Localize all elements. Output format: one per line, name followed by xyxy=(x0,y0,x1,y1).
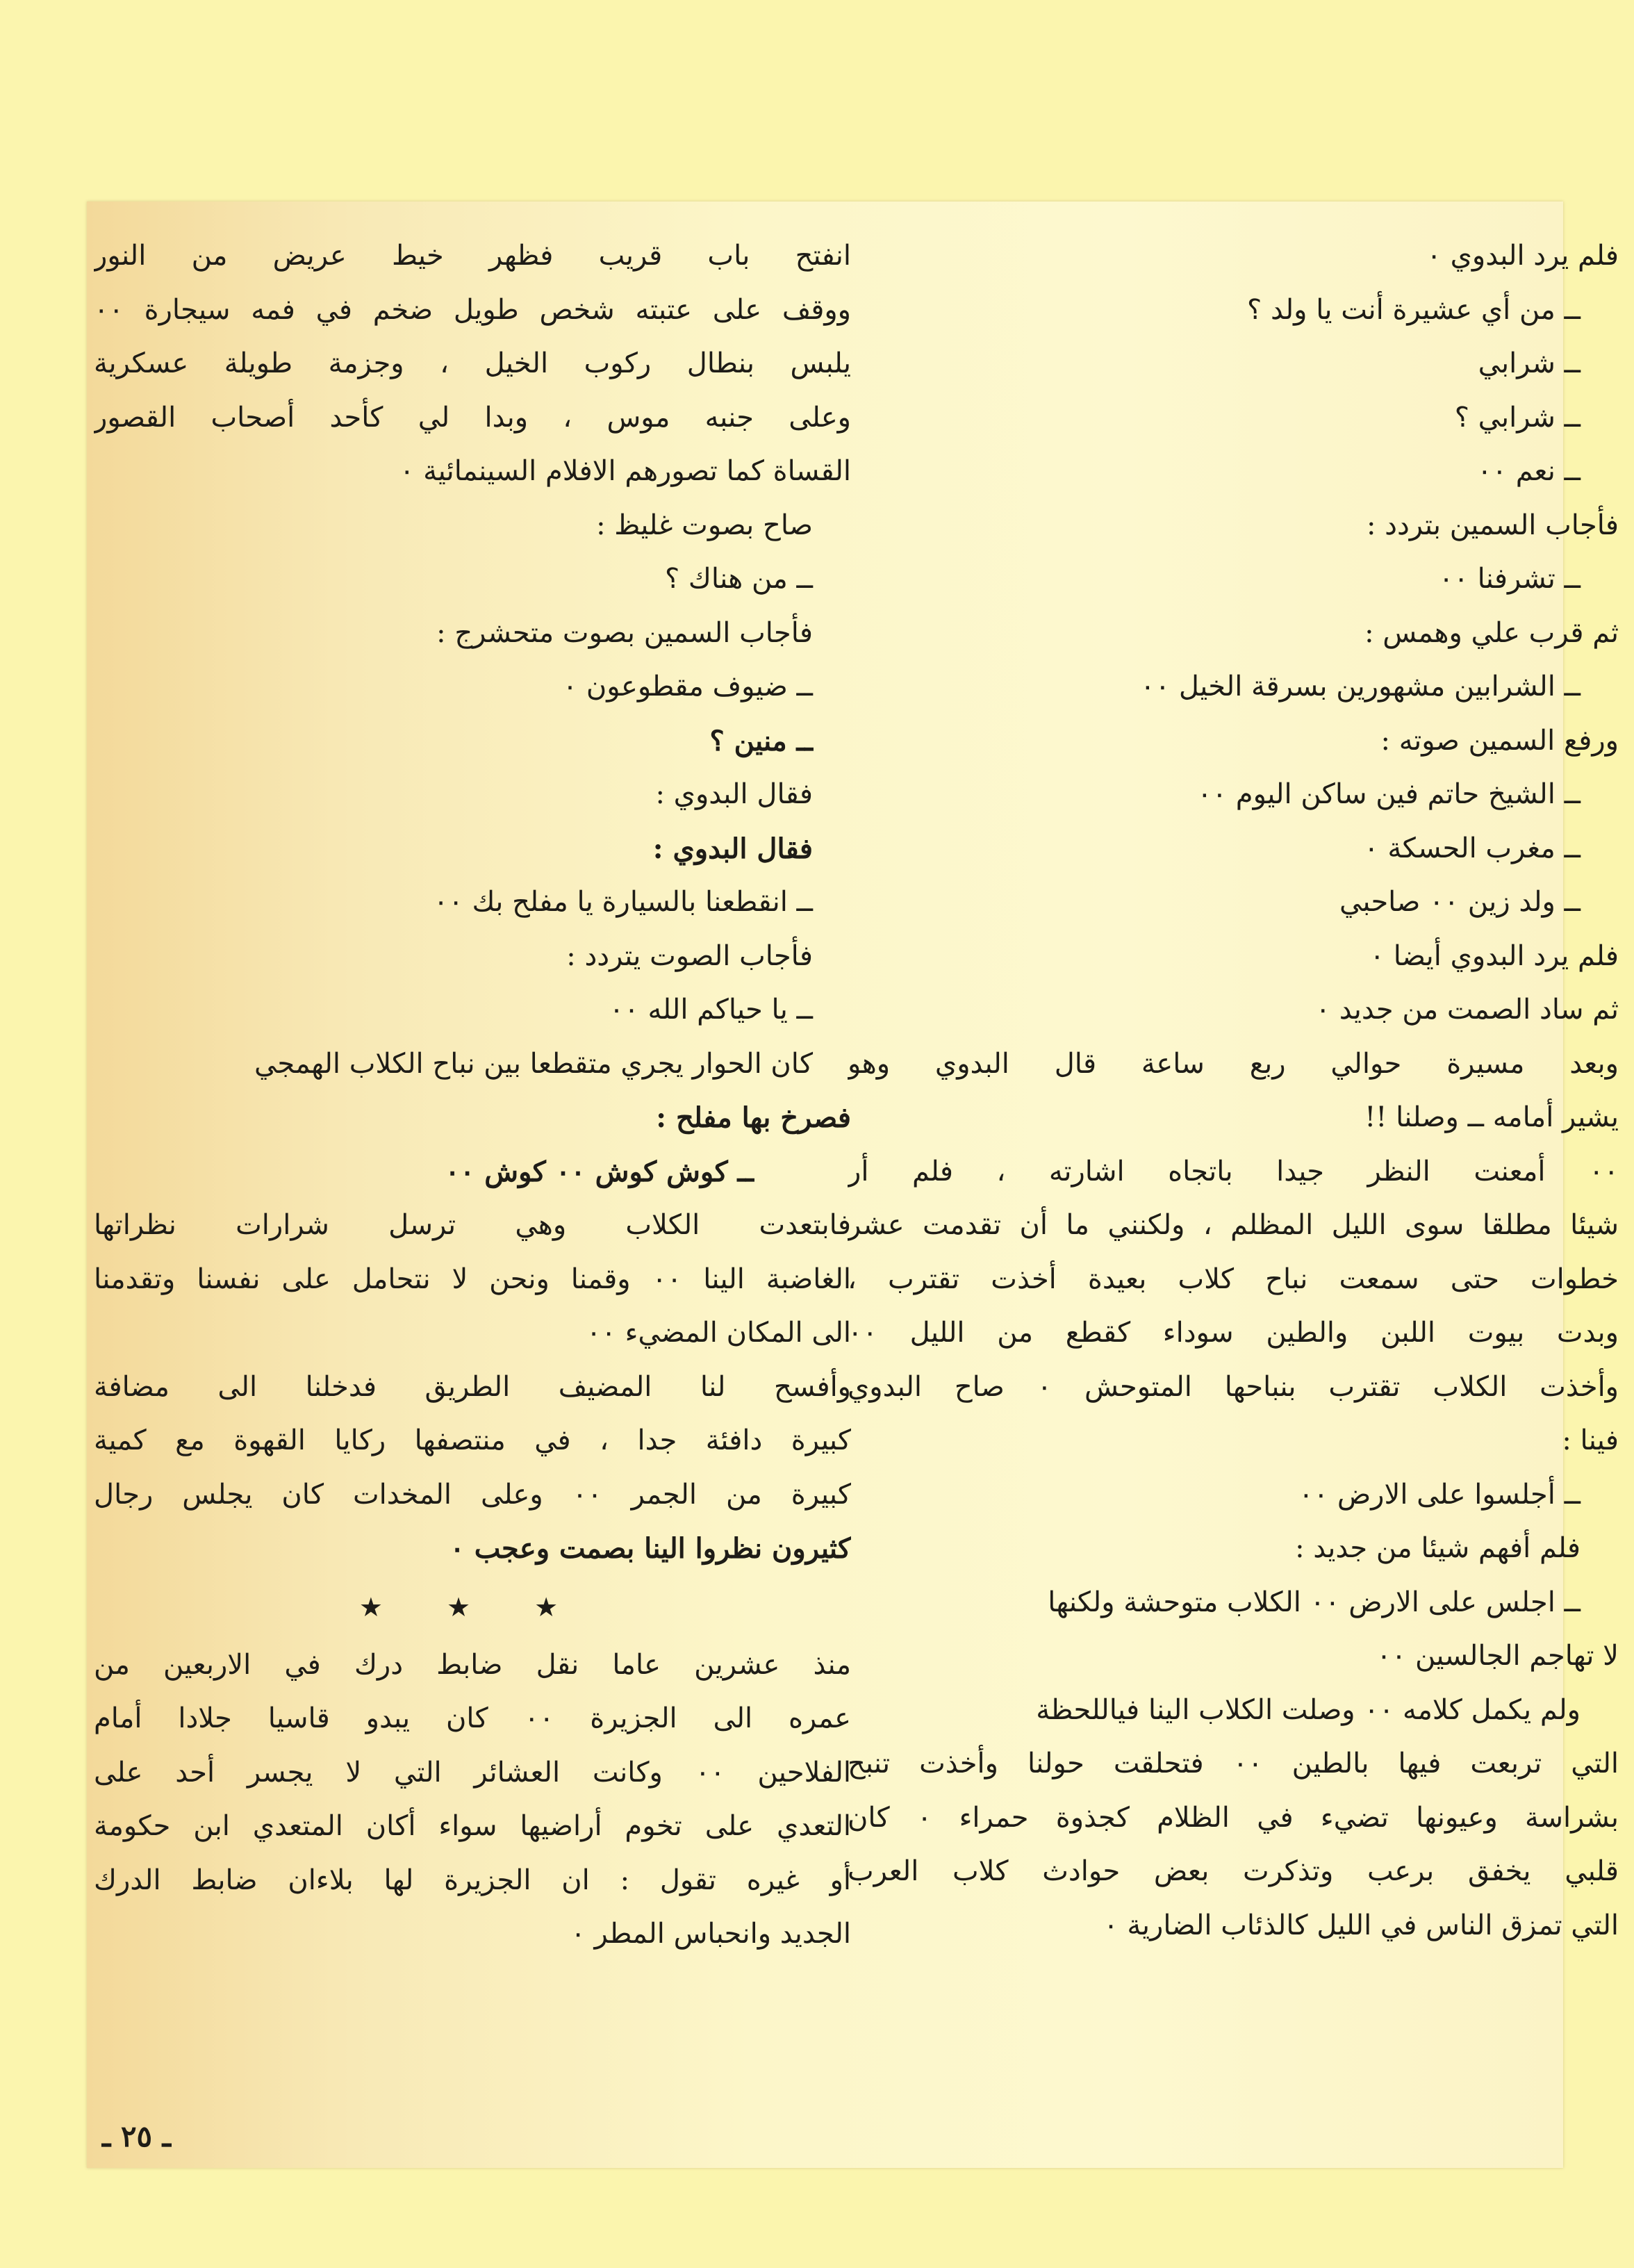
text-line: ــ كوش كوش ٠٠ كوش ٠٠ xyxy=(445,1155,754,1188)
text-line: كبيرة دافئة جدا ، في منتصفها ركايا القهوة مع كمية xyxy=(94,1424,851,1456)
page-number: ـ ٢٥ ـ xyxy=(102,2119,171,2153)
text-line: ــ يا حياكم الله ٠٠ xyxy=(609,994,813,1026)
text-line: ــ الشيخ حاتم فين ساكن اليوم ٠٠ xyxy=(1197,778,1581,810)
section-separator: ★ ★ ★ xyxy=(358,1591,586,1622)
text-line: ــ تشرفنا ٠٠ xyxy=(1438,563,1581,595)
text-line: ــ انقطعنا بالسيارة يا مفلح بك ٠٠ xyxy=(433,886,813,918)
text-line: الفلاحين ٠٠ وكانت العشائر التي لا يجسر أحد على xyxy=(94,1756,851,1789)
text-line: ثم قرب علي وهمس : xyxy=(1364,616,1619,649)
text-line: فلم يرد البدوي ٠ xyxy=(1426,240,1619,272)
text-line: ورفع السمين صوته : xyxy=(1380,724,1619,757)
text-line: يلبس بنطال ركوب الخيل ، وجزمة طويلة عسكرية xyxy=(94,347,851,379)
text-line: ووقف على عتبته شخص طويل ضخم في فمه سيجارة ٠٠ xyxy=(94,293,851,326)
text-line: أو غيره تقول : ان الجزيرة لها بلاءان ضابط الدرك xyxy=(94,1864,851,1896)
text-line: كبيرة من الجمر ٠٠ وعلى المخدات كان يجلس رجال xyxy=(94,1478,851,1511)
text-line: فأجاب السمين بصوت متحشرج : xyxy=(436,616,813,649)
text-line: بشراسة وعيونها تضيء في الظلام كجذوة حمراء ٠ كان xyxy=(848,1801,1619,1834)
text-line: التي تمزق الناس في الليل كالذئاب الضارية ٠ xyxy=(1103,1909,1619,1941)
text-line: فصرخ بها مفلح : xyxy=(656,1101,851,1134)
text-line: ــ مغرب الحسكة ٠ xyxy=(1364,832,1581,864)
text-line: وبعد مسيرة حوالي ربع ساعة قال البدوي وهو xyxy=(848,1047,1619,1080)
text-line: ــ ضيوف مقطوعون ٠ xyxy=(562,671,813,702)
text-line: وأفسح لنا المضيف الطريق فدخلنا الى مضافة xyxy=(94,1370,851,1403)
text-line: ــ ولد زين ٠٠ صاحبي xyxy=(1339,886,1581,918)
text-line: ــ من هناك ؟ xyxy=(664,563,813,595)
text-line: كان الحوار يجري متقطعا بين نباح الكلاب الهمجي xyxy=(254,1047,813,1080)
text-line: ــ نعم ٠٠ xyxy=(1477,455,1581,487)
text-line: ٠٠ أمعنت النظر جيدا باتجاه اشارته ، فلم أر xyxy=(848,1155,1619,1188)
text-line: انفتح باب قريب فظهر خيط عريض من النور xyxy=(94,240,851,272)
text-line: التي تربعت فيها بالطين ٠٠ فتحلقت حولنا وأخذت تنبح xyxy=(848,1748,1619,1780)
text-line: الجديد وانحباس المطر ٠ xyxy=(570,1918,851,1950)
text-line: القساة كما تصورهم الافلام السينمائية ٠ xyxy=(399,455,851,487)
text-line: كثيرون نظروا الينا بصمت وعجب ٠ xyxy=(449,1532,851,1565)
right-text-column xyxy=(848,202,1619,1953)
text-line: منذ عشرين عاما نقل ضابط درك في الاربعين من xyxy=(94,1648,851,1681)
text-line: ــ من أي عشيرة أنت يا ولد ؟ xyxy=(1247,293,1581,326)
text-line: صاح بصوت غليظ : xyxy=(596,509,813,541)
magazine-page xyxy=(87,202,1619,2168)
text-line: ولم يكمل كلامه ٠٠ وصلت الكلاب الينا فياللحظة xyxy=(1036,1693,1581,1726)
text-line: فينا : xyxy=(1562,1424,1619,1456)
text-line: يشير أمامه ــ وصلنا !! xyxy=(1364,1101,1619,1133)
text-line: فقال البدوي : xyxy=(655,778,813,810)
text-line: ــ شرابي xyxy=(1478,347,1581,379)
left-column-main-text xyxy=(94,229,851,1576)
text-line: وبدت بيوت اللبن والطين سوداء كقطع من الليل ٠٠ xyxy=(848,1317,1619,1349)
text-line: ــ منين ؟ xyxy=(709,724,813,757)
text-line: عمره الى الجزيرة ٠٠ كان يبدو قاسيا جلادا أمام xyxy=(94,1702,851,1734)
text-line: فلم أفهم شيئا من جديد : xyxy=(1295,1532,1581,1564)
text-line: لا تهاجم الجالسين ٠٠ xyxy=(1376,1640,1619,1672)
text-line: فأجاب الصوت يتردد : xyxy=(566,939,813,972)
text-line: وعلى جنبه موس ، وبدا لي كأحد أصحاب القصور xyxy=(94,401,851,434)
text-line: ــ أجلسوا على الارض ٠٠ xyxy=(1298,1478,1581,1511)
left-text-column xyxy=(94,202,851,1962)
text-line: التعدي على تخوم أراضيها سواء أكان المتعدي ابن حكومة xyxy=(94,1810,851,1842)
text-line: خطوات حتى سمعت نباح كلاب بعيدة أخذت تقترب ، xyxy=(848,1263,1619,1295)
text-line: فلم يرد البدوي أيضا ٠ xyxy=(1369,939,1619,972)
text-line: ــ شرابي ؟ xyxy=(1454,401,1581,434)
text-line: ثم ساد الصمت من جديد ٠ xyxy=(1315,994,1619,1026)
text-line: فقال البدوي : xyxy=(652,832,813,865)
left-column-new-section xyxy=(94,1638,851,1962)
text-line: قلبي يخفق برعب وتذكرت بعض حوادث كلاب العرب xyxy=(848,1855,1619,1887)
text-line: وأخذت الكلاب تقترب بنباحها المتوحش ٠ صاح البدوي xyxy=(848,1370,1619,1403)
text-line: فابتعدت الكلاب وهي ترسل شرارات نظراتها xyxy=(94,1209,851,1241)
text-line: الغاضبة الينا ٠٠ وقمنا ونحن لا نتحامل على نفسنا وتقدمنا xyxy=(94,1263,851,1295)
text-line: شيئا مطلقا سوى الليل المظلم ، ولكنني ما أن تقدمت عشر xyxy=(848,1209,1619,1241)
text-line: فأجاب السمين بتردد : xyxy=(1366,509,1619,541)
text-line: الى المكان المضيء ٠٠ xyxy=(586,1317,851,1349)
text-line: ــ اجلس على الارض ٠٠ الكلاب متوحشة ولكنها xyxy=(1048,1586,1581,1618)
text-line: ــ الشرابين مشهورين بسرقة الخيل ٠٠ xyxy=(1140,671,1581,702)
